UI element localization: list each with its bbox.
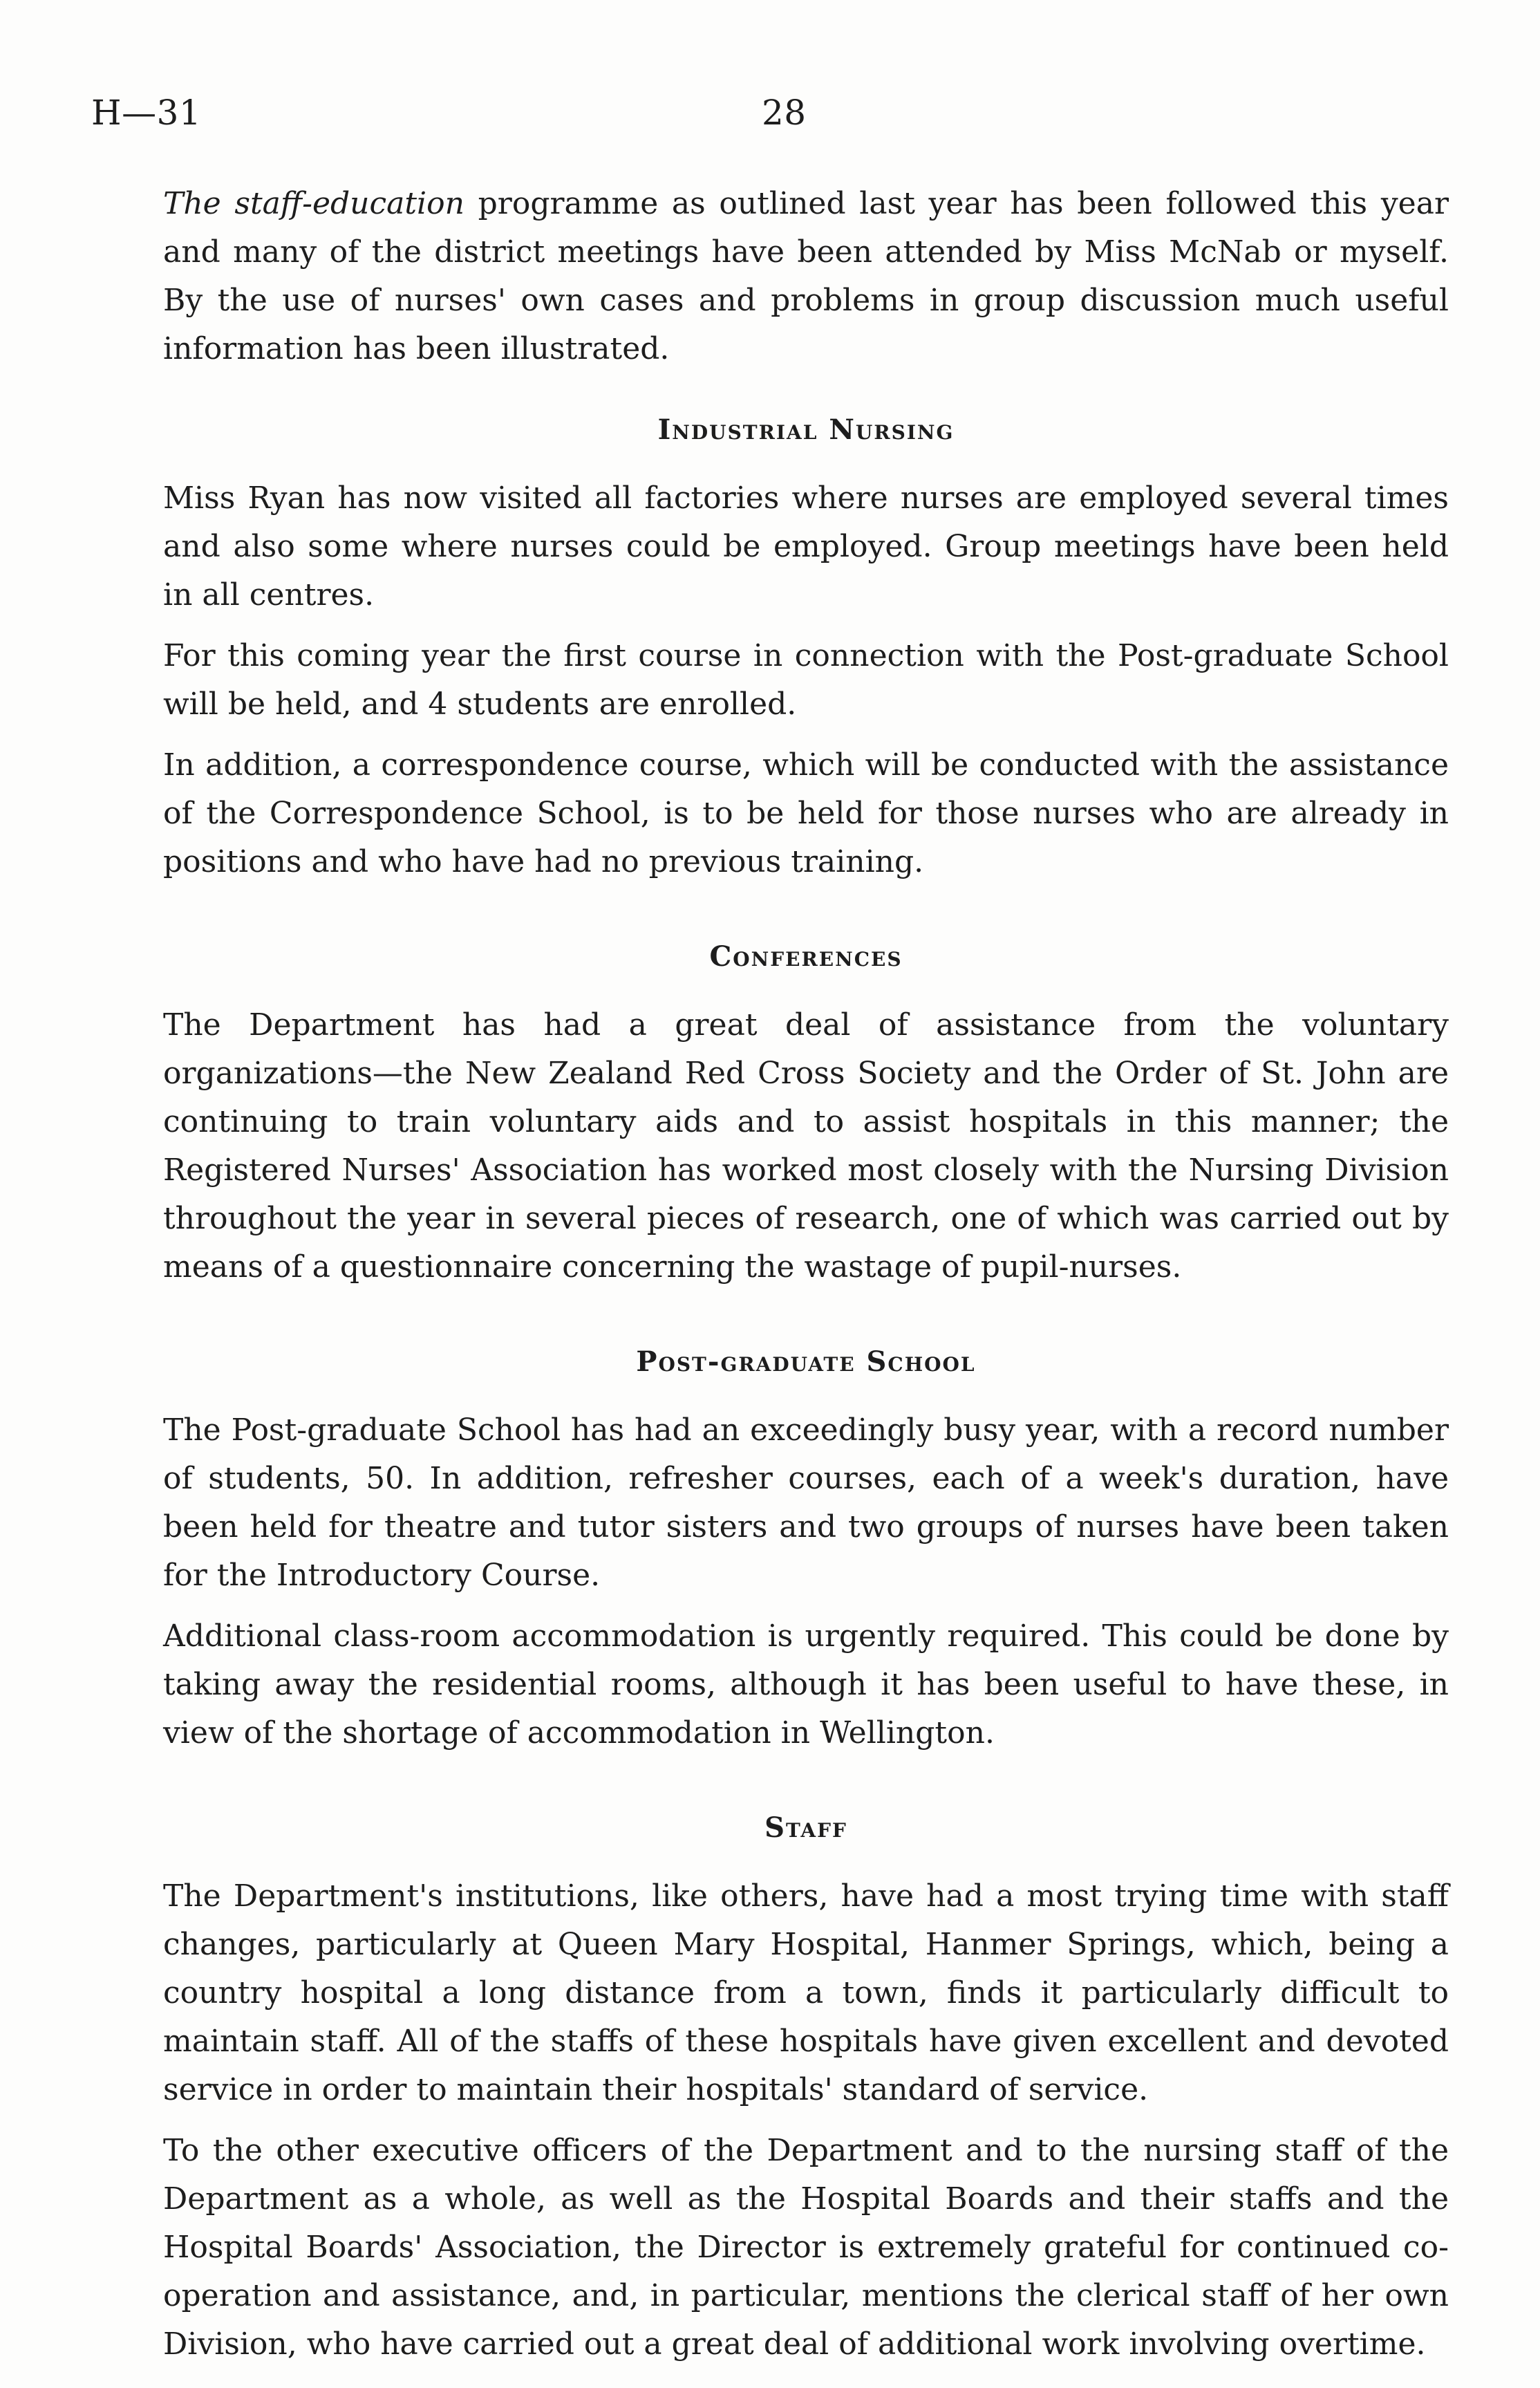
staff-paragraph-1: The Department's institutions, like others, have had a most trying time with staff changes, particularly at Queen Mary Hospital, Hanmer Springs, which, being a country hospital a long distance from a town, finds it particularly difficult to maintain staff. All of the staffs of these hospitals have given excellent and devoted service in order to maintain their hospitals' standard of service. (163, 1878, 1449, 2107)
spacer (163, 386, 1449, 409)
spacer (163, 978, 1449, 1001)
staff-education-lead: The staff-education (163, 186, 464, 221)
staff-education-paragraph (163, 180, 1449, 373)
spacer (163, 1304, 1449, 1341)
conferences-paragraph-1: The Department has had a great deal of assistance from the voluntary organizations—the New Zealand Red Cross Society and the Order of St. John are continuing to train voluntary aids and to assist hospitals in this manner; the Registered Nurses' Association has worked most closely with the Nursing Division throughout the year in several pieces of research, one of which was carried out by means of a questionnaire concerning the wastage of pupil-nurses. (163, 1007, 1449, 1285)
post-graduate-paragraph-2: Additional class-room accommodation is urgently required. This could be done by taking away the residential rooms, although it has been useful to have these, in view of the shortage of accommodation in Wellington. (163, 1619, 1449, 1751)
industrial-nursing-paragraph-3: In addition, a correspondence course, which will be conducted with the assistance of the Correspondence School, is to be held for those nurses who are already in positions and who have had no previous training. (163, 747, 1449, 879)
post-graduate-school-heading: Post-graduate School (636, 1345, 976, 1378)
industrial-nursing-heading: Industrial Nursing (657, 413, 955, 446)
spacer (163, 1383, 1449, 1406)
conferences-heading: Conferences (709, 940, 903, 973)
spacer (163, 451, 1449, 474)
post-graduate-paragraph-1: The Post-graduate School has had an exceedingly busy year, with a record number of students, 50. In addition, refresher courses, each of a week's duration, have been held for theatre and tutor sisters and two groups of nurses have been taken for the Introductory Course. (163, 1412, 1449, 1593)
running-head (91, 88, 1449, 137)
document-reference: H—31 (91, 93, 202, 133)
staff-education-text: programme as outlined last year has been followed this year and many of the district meetings have been attended by Miss McNab or myself. By the use of nurses' own cases and problems in group discussion much useful information has been illustrated. (163, 186, 1449, 366)
industrial-nursing-paragraph-1: Miss Ryan has now visited all factories where nurses are employed several times and also some where nurses could be employed. Group meetings have been held in all centres. (163, 481, 1449, 613)
staff-paragraph-2: To the other executive officers of the Department and to the nursing staff of the Department as a whole, as well as the Hospital Boards and their staffs and the Hospital Boards' Association, the Director is extremely grateful for continued co-operation and assistance, and, in particular, mentions the clerical staff of her own Division, who have carried out a great deal of additional work involving overtime. (163, 2133, 1449, 2362)
spacer (163, 899, 1449, 936)
industrial-nursing-paragraph-2: For this coming year the first course in connection with the Post-graduate School will be held, and 4 students are enrolled. (163, 638, 1449, 722)
document-body (163, 180, 1449, 2381)
spacer (163, 1849, 1449, 1872)
spacer (163, 1770, 1449, 1807)
staff-heading: Staff (764, 1811, 847, 1844)
page-number: 28 (762, 93, 807, 133)
